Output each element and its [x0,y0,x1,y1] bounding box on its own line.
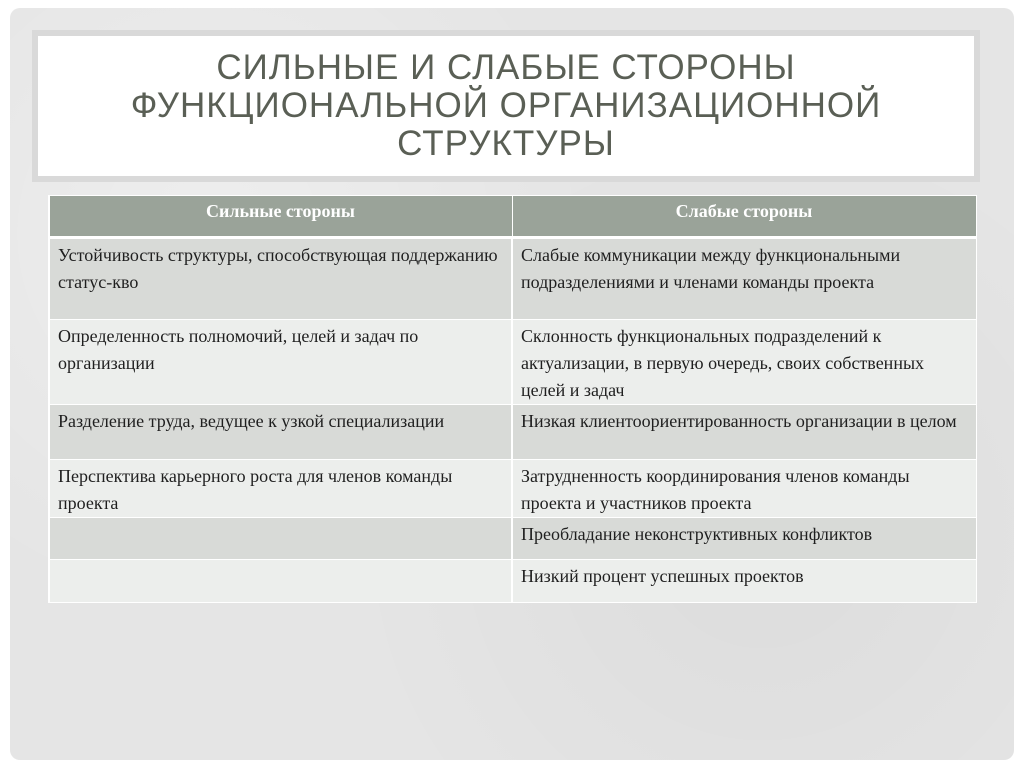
slide-title [131,49,882,163]
weakness-cell: Склонность функциональных подразделений к актуализации, в первую очередь, своих собственных целей и задач [512,320,976,405]
table-header-row [49,196,976,238]
header-strengths: Сильные стороны [49,196,512,238]
slide [10,8,1014,760]
table-row [49,320,976,405]
strength-cell: Перспектива карьерного роста для членов команды проекта [49,460,512,518]
title-line-1: СИЛЬНЫЕ И СЛАБЫЕ СТОРОНЫ [216,48,796,87]
comparison-table-wrapper [48,195,975,603]
table-row [49,238,976,320]
strength-cell [49,560,512,603]
strength-cell [49,518,512,560]
strength-cell: Определенность полномочий, целей и задач по организации [49,320,512,405]
weakness-cell: Слабые коммуникации между функциональными подразделениями и членами команды проекта [512,238,976,320]
table-row [49,518,976,560]
strength-cell: Устойчивость структуры, способствующая поддержанию статус-кво [49,238,512,320]
title-line-2: ФУНКЦИОНАЛЬНОЙ ОРГАНИЗАЦИОННОЙ [130,86,882,125]
table-row [49,460,976,518]
title-line-3: СТРУКТУРЫ [397,124,615,163]
weakness-cell: Затрудненность координирования членов команды проекта и участников проекта [512,460,976,518]
table-row [49,560,976,603]
comparison-table [48,195,977,603]
header-weaknesses: Слабые стороны [512,196,976,238]
weakness-cell: Низкий процент успешных проектов [512,560,976,603]
weakness-cell: Преобладание неконструктивных конфликтов [512,518,976,560]
title-box [32,30,980,182]
strength-cell: Разделение труда, ведущее к узкой специализации [49,405,512,460]
table-row [49,405,976,460]
weakness-cell: Низкая клиентоориентированность организации в целом [512,405,976,460]
